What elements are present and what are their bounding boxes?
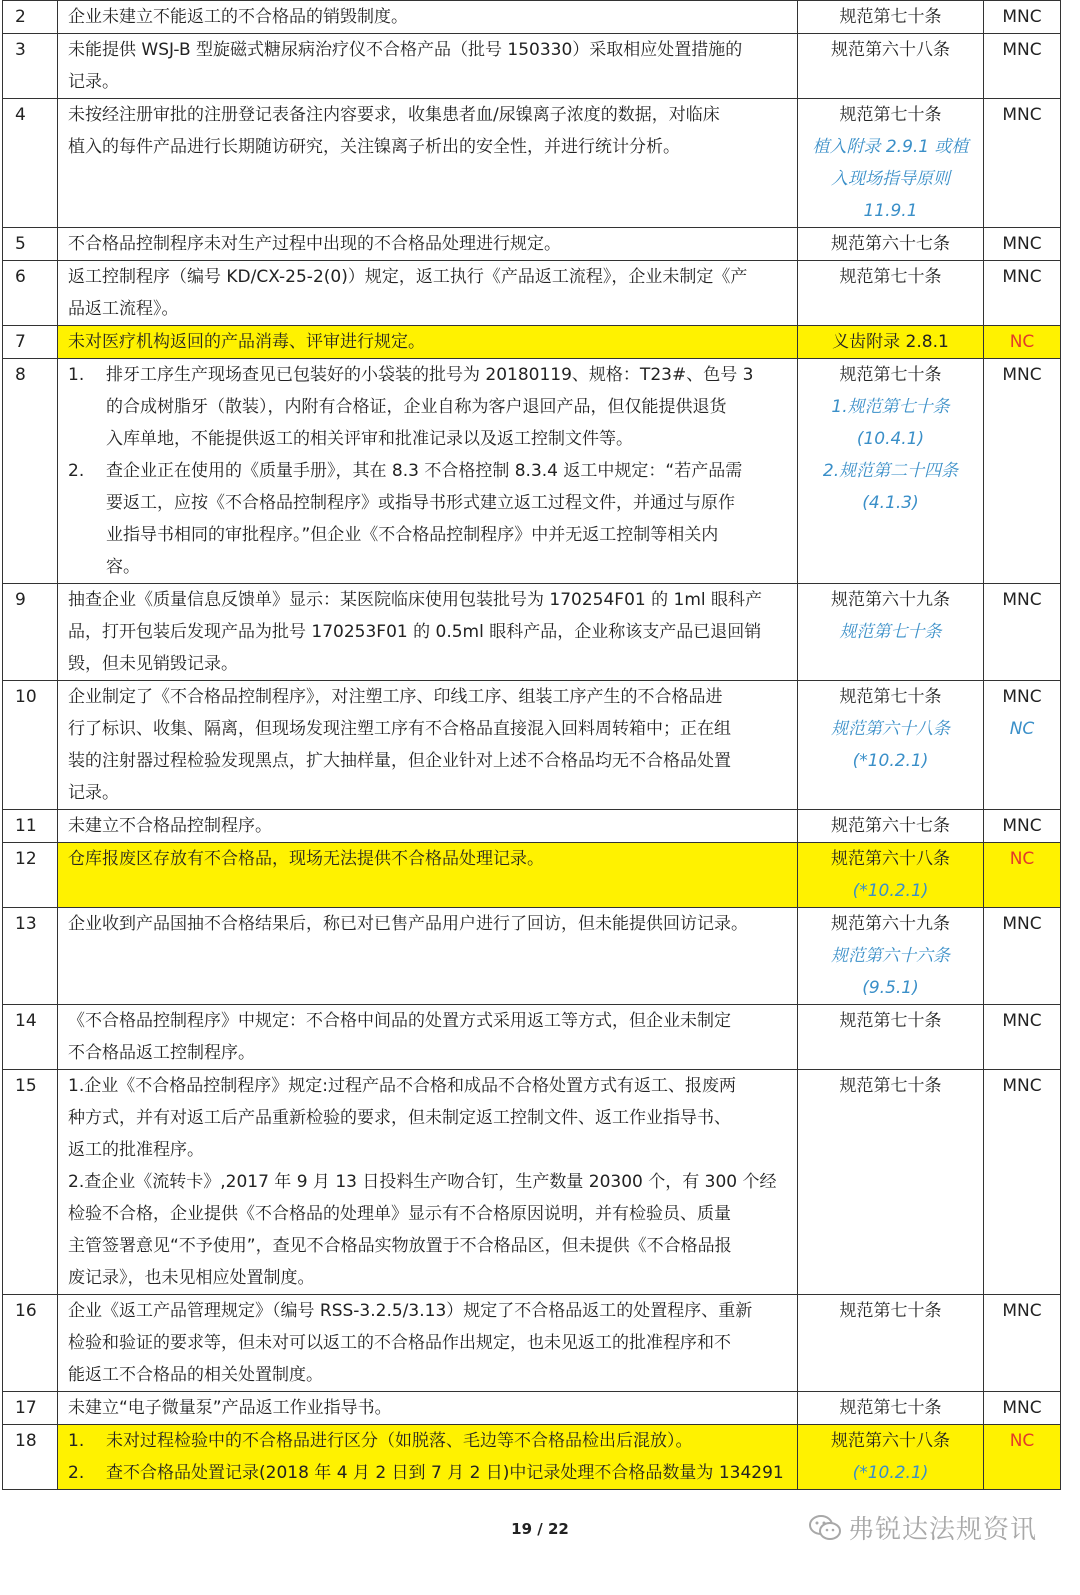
reference-note: 11.9.1 xyxy=(863,201,918,221)
classification-label: MNC xyxy=(1002,914,1042,934)
row-number: 8 xyxy=(3,359,58,584)
text-line: 返工的批准程序。 xyxy=(68,1140,204,1160)
classification xyxy=(984,1,1061,34)
list-marker: 2. xyxy=(68,461,85,481)
text-line: 企业制定了《不合格品控制程序》，对注塑工序、印线工序、组装工序产生的不合格品进 xyxy=(68,687,723,707)
row-number: 9 xyxy=(3,584,58,681)
text-line: 未建立“电子微量泵”产品返工作业指导书。 xyxy=(68,1398,392,1418)
table-row xyxy=(3,1425,1061,1490)
regulation-reference xyxy=(798,1005,984,1070)
list-text xyxy=(106,1425,787,1457)
reference-line: 规范第六十七条 xyxy=(831,816,950,836)
list-text xyxy=(106,1457,787,1489)
table-row xyxy=(3,908,1061,1005)
reference-note: (4.1.3) xyxy=(862,493,919,513)
classification-label: MNC xyxy=(1002,365,1042,385)
reference-note: 2.规范第二十四条 xyxy=(822,461,959,481)
text-line: 查不合格品处置记录(2018 年 4 月 2 日到 7 月 2 日)中记录处理不合格品数量为 134291 xyxy=(106,1463,784,1483)
page-number: 19 / 22 xyxy=(511,1520,569,1538)
text-line: 排牙工序生产现场查见已包装好的小袋装的批号为 20180119、规格：T23#、色号 3 xyxy=(106,365,754,385)
text-line: 装的注射器过程检验发现黑点，扩大抽样量，但企业针对上述不合格品均无不合格品处置 xyxy=(68,751,731,771)
finding-content xyxy=(58,1,798,34)
classification-label: MNC xyxy=(1002,590,1042,610)
list-text xyxy=(106,455,787,583)
row-number: 11 xyxy=(3,810,58,843)
finding-content xyxy=(58,99,798,228)
reference-note: 规范第六十六条 xyxy=(831,946,950,966)
classification-label: NC xyxy=(1009,1431,1035,1451)
table-row xyxy=(3,1295,1061,1392)
reference-note: 规范第六十八条 xyxy=(831,719,950,739)
regulation-reference xyxy=(798,843,984,908)
classification-label: MNC xyxy=(1002,816,1042,836)
reference-note: 1.规范第七十条 xyxy=(831,397,950,417)
reference-line: 规范第七十条 xyxy=(839,1011,942,1031)
finding-content xyxy=(58,1425,798,1490)
classification xyxy=(984,228,1061,261)
table-row xyxy=(3,1,1061,34)
table-row xyxy=(3,1005,1061,1070)
reference-line: 规范第六十七条 xyxy=(831,234,950,254)
finding-content xyxy=(58,1295,798,1392)
classification-note: NC xyxy=(1009,719,1035,739)
finding-content xyxy=(58,908,798,1005)
regulation-reference xyxy=(798,908,984,1005)
finding-content xyxy=(58,1392,798,1425)
regulation-reference xyxy=(798,228,984,261)
list-item xyxy=(68,455,787,583)
text-line: 企业未建立不能返工的不合格品的销毁制度。 xyxy=(68,7,408,27)
row-number: 16 xyxy=(3,1295,58,1392)
finding-content xyxy=(58,810,798,843)
reference-line: 义齿附录 2.8.1 xyxy=(832,332,949,352)
table-row xyxy=(3,810,1061,843)
text-line: 的合成树脂牙（散装），内附有合格证，企业自称为客户退回产品，但仅能提供退货 xyxy=(106,397,727,417)
list-text xyxy=(106,359,787,455)
row-number: 3 xyxy=(3,34,58,99)
row-number: 10 xyxy=(3,681,58,810)
text-line: 企业《返工产品管理规定》（编号 RSS-3.2.5/3.13）规定了不合格品返工的处置程序、重新 xyxy=(68,1301,753,1321)
reference-line: 规范第六十八条 xyxy=(831,40,950,60)
watermark-text: 弗锐达法规资讯 xyxy=(848,1515,1038,1545)
reference-line: 规范第七十条 xyxy=(839,1398,942,1418)
list-item xyxy=(68,1425,787,1457)
text-line: 入库单地，不能提供返工的相关评审和批准记录以及返工控制文件等。 xyxy=(106,429,633,449)
row-number: 18 xyxy=(3,1425,58,1490)
classification-label: MNC xyxy=(1002,40,1042,60)
classification xyxy=(984,843,1061,908)
regulation-reference xyxy=(798,810,984,843)
classification-label: MNC xyxy=(1002,1076,1042,1096)
row-number: 12 xyxy=(3,843,58,908)
classification-label: MNC xyxy=(1002,7,1042,27)
reference-note: (9.5.1) xyxy=(862,978,919,998)
classification xyxy=(984,326,1061,359)
regulation-reference xyxy=(798,1392,984,1425)
classification xyxy=(984,1070,1061,1295)
row-number: 13 xyxy=(3,908,58,1005)
text-line: 品，打开包装后发现产品为批号 170253F01 的 0.5ml 眼科产品，企业称该支产品已退回销 xyxy=(68,622,762,642)
classification xyxy=(984,1295,1061,1392)
list-marker: 1. xyxy=(68,1431,85,1451)
finding-content xyxy=(58,681,798,810)
text-line: 植入的每件产品进行长期随访研究，关注镍离子析出的安全性，并进行统计分析。 xyxy=(68,137,680,157)
text-line: 未能提供 WSJ-B 型旋磁式糖尿病治疗仪不合格产品（批号 150330）采取相应处置措施的 xyxy=(68,40,743,60)
text-line: 未对过程检验中的不合格品进行区分（如脱落、毛边等不合格品检出后混放）。 xyxy=(106,1431,693,1451)
list-marker: 2. xyxy=(68,1463,85,1483)
regulation-reference xyxy=(798,99,984,228)
text-line: 废记录》，也未见相应处置制度。 xyxy=(68,1268,315,1288)
classification-label: MNC xyxy=(1002,1011,1042,1031)
finding-content xyxy=(58,1070,798,1295)
text-line: 业指导书相同的审批程序。”但企业《不合格品控制程序》中并无返工控制等相关内 xyxy=(106,525,719,545)
finding-content xyxy=(58,843,798,908)
finding-content xyxy=(58,228,798,261)
text-line: 抽查企业《质量信息反馈单》显示：某医院临床使用包装批号为 170254F01 的 1ml 眼科产 xyxy=(68,590,763,610)
classification xyxy=(984,1425,1061,1490)
table-row xyxy=(3,326,1061,359)
classification xyxy=(984,34,1061,99)
reference-line: 规范第七十条 xyxy=(839,1076,942,1096)
classification xyxy=(984,1005,1061,1070)
findings-table xyxy=(2,0,1061,1490)
reference-note: (*10.2.1) xyxy=(852,881,929,901)
table-row xyxy=(3,584,1061,681)
reference-note: 规范第七十条 xyxy=(839,622,942,642)
reference-note: 入现场指导原则 xyxy=(831,169,950,189)
row-number: 7 xyxy=(3,326,58,359)
row-number: 14 xyxy=(3,1005,58,1070)
reference-line: 规范第七十条 xyxy=(839,105,942,125)
table-row xyxy=(3,34,1061,99)
classification-label: MNC xyxy=(1002,687,1042,707)
text-line: 行了标识、收集、隔离，但现场发现注塑工序有不合格品直接混入回料周转箱中；正在组 xyxy=(68,719,731,739)
text-line: 不合格品返工控制程序。 xyxy=(68,1043,255,1063)
classification-label: NC xyxy=(1009,332,1035,352)
text-line: 返工控制程序（编号 KD/CX-25-2(0)）规定，返工执行《产品返工流程》，企业未制定《产 xyxy=(68,267,748,287)
text-line: 检验和验证的要求等，但未对可以返工的不合格品作出规定，也未见返工的批准程序和不 xyxy=(68,1333,731,1353)
text-line: 不合格品控制程序未对生产过程中出现的不合格品处理进行规定。 xyxy=(68,234,561,254)
text-line: 1.企业《不合格品控制程序》规定:过程产品不合格和成品不合格处置方式有返工、报废两 xyxy=(68,1076,736,1096)
reference-line: 规范第七十条 xyxy=(839,267,942,287)
text-line: 记录。 xyxy=(68,783,119,803)
reference-line: 规范第七十条 xyxy=(839,7,942,27)
text-line: 检验不合格，企业提供《不合格品的处理单》显示有不合格原因说明，并有检验员、质量 xyxy=(68,1204,731,1224)
reference-line: 规范第六十九条 xyxy=(831,590,950,610)
table-row xyxy=(3,843,1061,908)
reference-line: 规范第六十八条 xyxy=(831,849,950,869)
text-line: 企业收到产品国抽不合格结果后，称已对已售产品用户进行了回访，但未能提供回访记录。 xyxy=(68,914,748,934)
regulation-reference xyxy=(798,1295,984,1392)
regulation-reference xyxy=(798,34,984,99)
classification xyxy=(984,99,1061,228)
table-row xyxy=(3,228,1061,261)
classification xyxy=(984,1392,1061,1425)
finding-content xyxy=(58,326,798,359)
reference-note: (*10.2.1) xyxy=(852,751,929,771)
regulation-reference xyxy=(798,681,984,810)
table-row xyxy=(3,261,1061,326)
finding-content xyxy=(58,584,798,681)
classification-label: MNC xyxy=(1002,234,1042,254)
row-number: 15 xyxy=(3,1070,58,1295)
classification-label: MNC xyxy=(1002,1398,1042,1418)
table-row xyxy=(3,359,1061,584)
classification xyxy=(984,810,1061,843)
text-line: 品返工流程》。 xyxy=(68,299,179,319)
table-row xyxy=(3,1070,1061,1295)
classification-label: MNC xyxy=(1002,1301,1042,1321)
finding-content xyxy=(58,34,798,99)
text-line: 查企业正在使用的《质量手册》，其在 8.3 不合格控制 8.3.4 返工中规定：“若产品需 xyxy=(106,461,743,481)
regulation-reference xyxy=(798,359,984,584)
reference-line: 规范第六十九条 xyxy=(831,914,950,934)
list-item xyxy=(68,1457,787,1489)
classification-label: NC xyxy=(1009,849,1035,869)
text-line: 未对医疗机构返回的产品消毒、评审进行规定。 xyxy=(68,332,425,352)
finding-content xyxy=(58,1005,798,1070)
classification-label: MNC xyxy=(1002,267,1042,287)
reference-line: 规范第七十条 xyxy=(839,1301,942,1321)
text-line: 2.查企业《流转卡》,2017 年 9 月 13 日投料生产吻合钉，生产数量 20300 个，有 300 个经 xyxy=(68,1172,777,1192)
text-line: 未按经注册审批的注册登记表备注内容要求，收集患者血/尿镍离子浓度的数据，对临床 xyxy=(68,105,720,125)
text-line: 《不合格品控制程序》中规定：不合格中间品的处置方式采用返工等方式，但企业未制定 xyxy=(68,1011,731,1031)
finding-content xyxy=(58,261,798,326)
classification-label: MNC xyxy=(1002,105,1042,125)
reference-line: 规范第七十条 xyxy=(839,687,942,707)
regulation-reference xyxy=(798,261,984,326)
classification xyxy=(984,261,1061,326)
list-item xyxy=(68,359,787,455)
text-line: 毁，但未见销毁记录。 xyxy=(68,654,238,674)
reference-note: (10.4.1) xyxy=(856,429,925,449)
text-line: 记录。 xyxy=(68,72,119,92)
regulation-reference xyxy=(798,1070,984,1295)
classification xyxy=(984,908,1061,1005)
wechat-icon xyxy=(808,1514,842,1542)
text-line: 主管签署意见“不予使用”，查见不合格品实物放置于不合格品区，但未提供《不合格品报 xyxy=(68,1236,732,1256)
text-line: 要返工，应按《不合格品控制程序》或指导书形式建立返工过程文件，并通过与原作 xyxy=(106,493,735,513)
row-number: 6 xyxy=(3,261,58,326)
watermark xyxy=(808,1509,1037,1546)
row-number: 5 xyxy=(3,228,58,261)
text-line: 能返工不合格品的相关处置制度。 xyxy=(68,1365,323,1385)
reference-line: 规范第七十条 xyxy=(839,365,942,385)
row-number: 4 xyxy=(3,99,58,228)
table-row xyxy=(3,99,1061,228)
row-number: 2 xyxy=(3,1,58,34)
row-number: 17 xyxy=(3,1392,58,1425)
text-line: 仓库报废区存放有不合格品，现场无法提供不合格品处理记录。 xyxy=(68,849,544,869)
table-row xyxy=(3,681,1061,810)
classification xyxy=(984,584,1061,681)
classification xyxy=(984,359,1061,584)
text-line: 未建立不合格品控制程序。 xyxy=(68,816,272,836)
list-marker: 1. xyxy=(68,365,85,385)
regulation-reference xyxy=(798,1,984,34)
text-line: 种方式，并有对返工后产品重新检验的要求，但未制定返工控制文件、返工作业指导书、 xyxy=(68,1108,731,1128)
reference-note: 植入附录 2.9.1 或植 xyxy=(812,137,969,157)
regulation-reference xyxy=(798,1425,984,1490)
finding-content xyxy=(58,359,798,584)
text-line: 容。 xyxy=(106,557,140,577)
reference-line: 规范第六十八条 xyxy=(831,1431,950,1451)
regulation-reference xyxy=(798,326,984,359)
regulation-reference xyxy=(798,584,984,681)
classification xyxy=(984,681,1061,810)
table-row xyxy=(3,1392,1061,1425)
reference-note: (*10.2.1) xyxy=(852,1463,929,1483)
